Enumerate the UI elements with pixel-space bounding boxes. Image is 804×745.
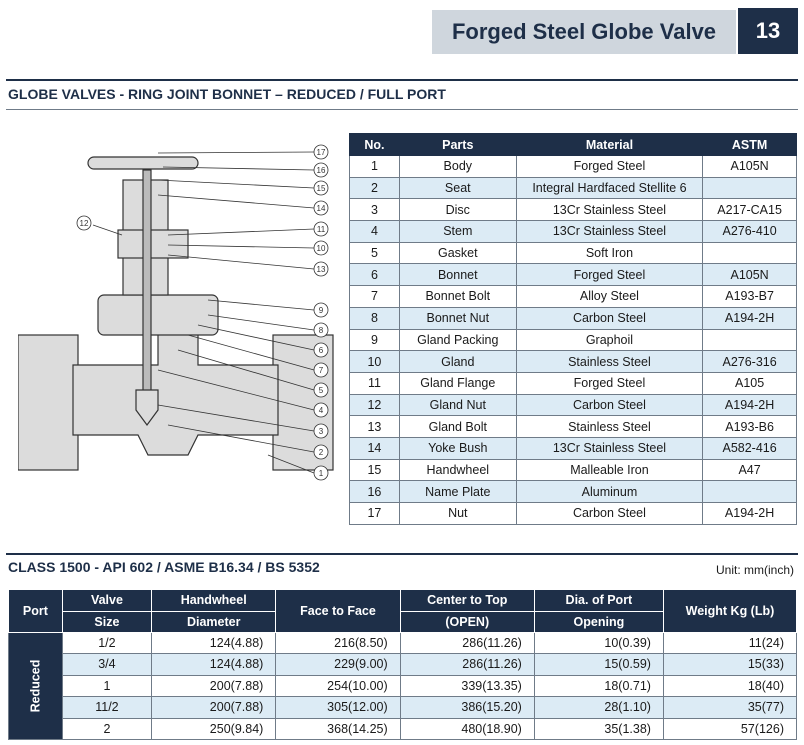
dims-header-open: (OPEN) — [400, 611, 534, 632]
valve-size: 11/2 — [62, 697, 151, 719]
callout-label: 17 — [316, 148, 326, 157]
callout-label: 13 — [316, 265, 326, 274]
part-material: Carbon Steel — [516, 307, 703, 329]
part-astm: A217-CA15 — [703, 199, 797, 221]
parts-row — [350, 221, 797, 243]
weight: 57(126) — [663, 718, 796, 740]
part-astm — [703, 481, 797, 503]
part-material: Carbon Steel — [516, 503, 703, 525]
center-to-top: 286(11.26) — [400, 632, 534, 654]
parts-header-row — [350, 134, 797, 156]
part-number: 3 — [350, 199, 400, 221]
dims-header-handwheel: Handwheel — [152, 590, 276, 611]
port-opening: 10(0.39) — [534, 632, 663, 654]
face-to-face: 216(8.50) — [276, 632, 400, 654]
dims-header-dia-of-port: Dia. of Port — [534, 590, 663, 611]
callout-label: 8 — [318, 326, 324, 335]
title-banner — [432, 10, 736, 54]
section-rule-dims — [6, 553, 798, 555]
part-name: Gland Packing — [399, 329, 516, 351]
part-astm — [703, 329, 797, 351]
part-number: 12 — [350, 394, 400, 416]
parts-row — [350, 156, 797, 178]
part-number: 4 — [350, 221, 400, 243]
part-material: Stainless Steel — [516, 351, 703, 373]
part-material: Alloy Steel — [516, 286, 703, 308]
part-astm: A105 — [703, 372, 797, 394]
part-name: Yoke Bush — [399, 437, 516, 459]
face-to-face: 229(9.00) — [276, 654, 400, 676]
part-astm: A194-2H — [703, 394, 797, 416]
part-astm: A276-410 — [703, 221, 797, 243]
part-name: Bonnet Bolt — [399, 286, 516, 308]
dims-header-opening: Opening — [534, 611, 663, 632]
part-number: 17 — [350, 503, 400, 525]
part-astm — [703, 242, 797, 264]
callout-label: 4 — [318, 406, 324, 415]
callout-label: 11 — [316, 225, 326, 234]
part-name: Stem — [399, 221, 516, 243]
weight: 15(33) — [663, 654, 796, 676]
dims-row — [9, 675, 797, 697]
part-material: Soft Iron — [516, 242, 703, 264]
part-name: Gland Flange — [399, 372, 516, 394]
weight: 18(40) — [663, 675, 796, 697]
parts-row — [350, 177, 797, 199]
part-material: Aluminum — [516, 481, 703, 503]
part-number: 7 — [350, 286, 400, 308]
parts-row — [350, 286, 797, 308]
handwheel-diameter: 250(9.84) — [152, 718, 276, 740]
dims-header-valve: Valve — [62, 590, 151, 611]
part-material: 13Cr Stainless Steel — [516, 221, 703, 243]
valve-size: 1/2 — [62, 632, 151, 654]
face-to-face: 368(14.25) — [276, 718, 400, 740]
parts-row — [350, 242, 797, 264]
part-astm: A105N — [703, 264, 797, 286]
dims-header-center-to-top: Center to Top — [400, 590, 534, 611]
parts-row — [350, 503, 797, 525]
port-opening: 35(1.38) — [534, 718, 663, 740]
port-type-label: Reduced — [28, 659, 43, 713]
part-name: Gland Bolt — [399, 416, 516, 438]
parts-header-parts: Parts — [399, 134, 516, 156]
face-to-face: 254(10.00) — [276, 675, 400, 697]
parts-row — [350, 351, 797, 373]
port-opening: 15(0.59) — [534, 654, 663, 676]
section-rule-under — [6, 109, 798, 110]
parts-header-astm: ASTM — [703, 134, 797, 156]
part-name: Name Plate — [399, 481, 516, 503]
valve-cross-section-drawing — [18, 135, 338, 495]
gland-flange-shape — [118, 230, 188, 258]
port-opening: 18(0.71) — [534, 675, 663, 697]
callout-label: 2 — [318, 448, 324, 457]
unit-label: Unit: mm(inch) — [715, 563, 794, 577]
center-to-top: 286(11.26) — [400, 654, 534, 676]
part-name: Gland Nut — [399, 394, 516, 416]
part-astm: A194-2H — [703, 503, 797, 525]
part-number: 13 — [350, 416, 400, 438]
part-astm: A582-416 — [703, 437, 797, 459]
section-title-class: CLASS 1500 - API 602 / ASME B16.34 / BS 5352 — [8, 559, 320, 575]
left-flange — [18, 335, 78, 470]
parts-row — [350, 264, 797, 286]
body-shape — [73, 325, 278, 455]
center-to-top: 480(18.90) — [400, 718, 534, 740]
part-name: Seat — [399, 177, 516, 199]
callout-label: 1 — [318, 469, 324, 478]
valve-size: 1 — [62, 675, 151, 697]
part-material: 13Cr Stainless Steel — [516, 199, 703, 221]
dimensions-table — [8, 590, 797, 740]
callout-label: 7 — [318, 366, 324, 375]
part-material: Malleable Iron — [516, 459, 703, 481]
part-astm: A193-B6 — [703, 416, 797, 438]
port-opening: 28(1.10) — [534, 697, 663, 719]
parts-row — [350, 372, 797, 394]
parts-table — [349, 133, 797, 525]
dims-header-weight: Weight Kg (Lb) — [663, 590, 796, 632]
page-number: 13 — [738, 8, 798, 54]
part-name: Bonnet — [399, 264, 516, 286]
callout-label: 10 — [316, 244, 326, 253]
dims-header-row-top — [9, 590, 797, 611]
dims-row — [9, 654, 797, 676]
weight: 11(24) — [663, 632, 796, 654]
dims-header-face-to-face: Face to Face — [276, 590, 400, 632]
part-astm: A193-B7 — [703, 286, 797, 308]
part-number: 6 — [350, 264, 400, 286]
part-name: Body — [399, 156, 516, 178]
parts-row — [350, 329, 797, 351]
handwheel-diameter: 124(4.88) — [152, 632, 276, 654]
parts-row — [350, 307, 797, 329]
part-number: 8 — [350, 307, 400, 329]
parts-header-material: Material — [516, 134, 703, 156]
part-number: 9 — [350, 329, 400, 351]
parts-row — [350, 394, 797, 416]
part-astm: A276-316 — [703, 351, 797, 373]
dims-header-diameter: Diameter — [152, 611, 276, 632]
part-name: Gasket — [399, 242, 516, 264]
center-to-top: 386(15.20) — [400, 697, 534, 719]
part-material: Stainless Steel — [516, 416, 703, 438]
callout-label: 9 — [318, 306, 324, 315]
part-number: 11 — [350, 372, 400, 394]
part-material: Graphoil — [516, 329, 703, 351]
part-material: Integral Hardfaced Stellite 6 — [516, 177, 703, 199]
stem-shape — [143, 170, 151, 410]
callout-label: 5 — [318, 386, 324, 395]
handwheel-diameter: 200(7.88) — [152, 697, 276, 719]
callout-label: 15 — [316, 184, 326, 193]
part-number: 10 — [350, 351, 400, 373]
part-name: Bonnet Nut — [399, 307, 516, 329]
part-material: Forged Steel — [516, 372, 703, 394]
face-to-face: 305(12.00) — [276, 697, 400, 719]
dims-header-port: Port — [9, 590, 63, 632]
part-number: 5 — [350, 242, 400, 264]
parts-header-no: No. — [350, 134, 400, 156]
part-material: Carbon Steel — [516, 394, 703, 416]
dims-row — [9, 718, 797, 740]
part-name: Gland — [399, 351, 516, 373]
parts-row — [350, 459, 797, 481]
handwheel-diameter: 124(4.88) — [152, 654, 276, 676]
part-number: 16 — [350, 481, 400, 503]
center-to-top: 339(13.35) — [400, 675, 534, 697]
part-material: 13Cr Stainless Steel — [516, 437, 703, 459]
valve-size: 3/4 — [62, 654, 151, 676]
callout-label: 12 — [79, 219, 89, 228]
dims-row — [9, 632, 797, 654]
section-title-parts: GLOBE VALVES - RING JOINT BONNET – REDUCED / FULL PORT — [8, 86, 446, 102]
part-material: Forged Steel — [516, 264, 703, 286]
part-astm: A47 — [703, 459, 797, 481]
part-number: 2 — [350, 177, 400, 199]
part-name: Nut — [399, 503, 516, 525]
parts-row — [350, 199, 797, 221]
section-rule-top — [6, 79, 798, 81]
callout-label: 16 — [316, 166, 326, 175]
bonnet-shape — [98, 295, 218, 335]
part-name: Disc — [399, 199, 516, 221]
part-astm — [703, 177, 797, 199]
parts-row — [350, 416, 797, 438]
part-number: 1 — [350, 156, 400, 178]
parts-row — [350, 437, 797, 459]
part-astm: A105N — [703, 156, 797, 178]
part-astm: A194-2H — [703, 307, 797, 329]
parts-row — [350, 481, 797, 503]
callout-label: 6 — [318, 346, 324, 355]
callout-label: 3 — [318, 427, 324, 436]
page-title: Forged Steel Globe Valve — [451, 19, 717, 44]
part-number: 14 — [350, 437, 400, 459]
part-material: Forged Steel — [516, 156, 703, 178]
valve-size: 2 — [62, 718, 151, 740]
handwheel-diameter: 200(7.88) — [152, 675, 276, 697]
part-name: Handwheel — [399, 459, 516, 481]
part-number: 15 — [350, 459, 400, 481]
port-type-cell — [9, 632, 63, 740]
callout-label: 14 — [316, 204, 326, 213]
dims-header-size: Size — [62, 611, 151, 632]
dims-row — [9, 697, 797, 719]
weight: 35(77) — [663, 697, 796, 719]
